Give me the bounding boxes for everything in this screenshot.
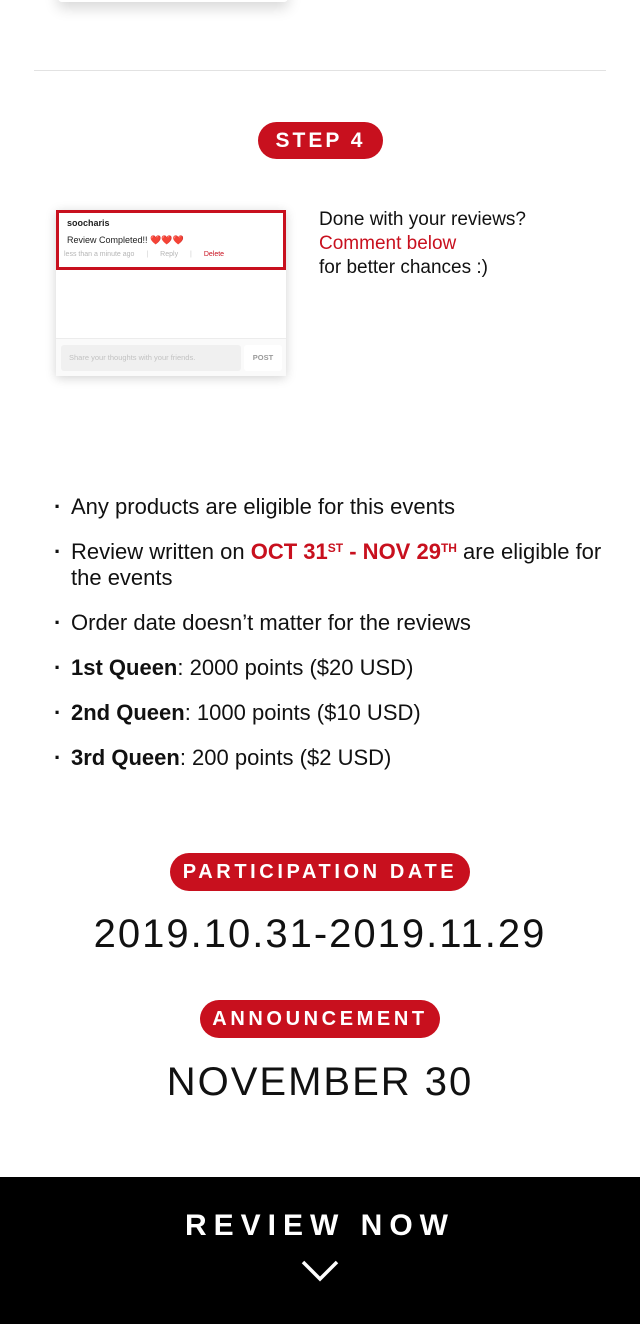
comment-body: Review Completed!!	[67, 235, 148, 245]
meta-separator: |	[190, 251, 192, 258]
rule-text: Any products are eligible for this events	[71, 494, 455, 519]
prize-rank: 1st Queen	[71, 655, 178, 680]
start-date-suffix: ST	[327, 541, 344, 555]
step-instruction	[319, 208, 526, 280]
comment-text	[67, 234, 275, 246]
prize-rank: 2nd Queen	[71, 700, 185, 725]
review-now-banner[interactable]	[0, 1177, 640, 1324]
comment-username: soocharis	[67, 218, 110, 228]
prize-rank: 3rd Queen	[71, 745, 180, 770]
comment-input-bar	[56, 338, 286, 376]
meta-separator: |	[146, 251, 149, 258]
instruction-line-1: Done with your reviews?	[319, 209, 526, 230]
section-divider	[34, 70, 606, 71]
comment-input: Share your thoughts with your friends.	[61, 345, 241, 371]
instruction-line-2: Comment below	[319, 233, 457, 254]
rule-item	[54, 610, 614, 636]
rule-item	[54, 539, 614, 591]
step-badge: STEP 4	[258, 122, 383, 159]
rule-text-pre: Review written on	[71, 539, 251, 564]
review-now-button[interactable]: REVIEW NOW	[185, 1209, 455, 1242]
rule-item	[54, 494, 614, 520]
prize-amount: : 1000 points ($10 USD)	[184, 700, 421, 725]
rule-text-post: are eligible for the events	[71, 539, 602, 590]
post-button: POST	[244, 345, 282, 371]
instruction-line-3: for better chances :)	[319, 257, 488, 278]
event-rules-list	[54, 494, 614, 790]
comment-widget-illustration	[56, 210, 286, 376]
rule-text: Order date doesn’t matter for the reviews	[71, 610, 471, 635]
prize-amount: : 2000 points ($20 USD)	[177, 655, 414, 680]
announcement-badge: ANNOUNCEMENT	[200, 1000, 440, 1038]
highlighted-comment	[56, 210, 286, 270]
reply-link: Reply	[160, 251, 179, 258]
prize-amount: : 200 points ($2 USD)	[179, 745, 392, 770]
delete-link: Delete	[203, 251, 225, 258]
comment-meta	[64, 251, 234, 258]
rule-item	[54, 655, 614, 681]
participation-badge: PARTICIPATION DATE	[170, 853, 470, 891]
previous-step-card	[58, 0, 288, 2]
chevron-down-icon[interactable]	[300, 1259, 340, 1283]
rule-date-range	[251, 539, 457, 564]
end-date: - NOV 29	[343, 539, 441, 564]
end-date-suffix: TH	[440, 541, 457, 555]
rule-item	[54, 700, 614, 726]
comment-time: less than a minute ago	[64, 251, 135, 258]
participation-dates: 2019.10.31-2019.11.29	[93, 912, 547, 956]
rule-item	[54, 745, 614, 771]
start-date: OCT 31	[250, 539, 328, 564]
announcement-date: NOVEMBER 30	[166, 1060, 474, 1104]
hearts-icon: ❤️❤️❤️	[150, 235, 184, 245]
